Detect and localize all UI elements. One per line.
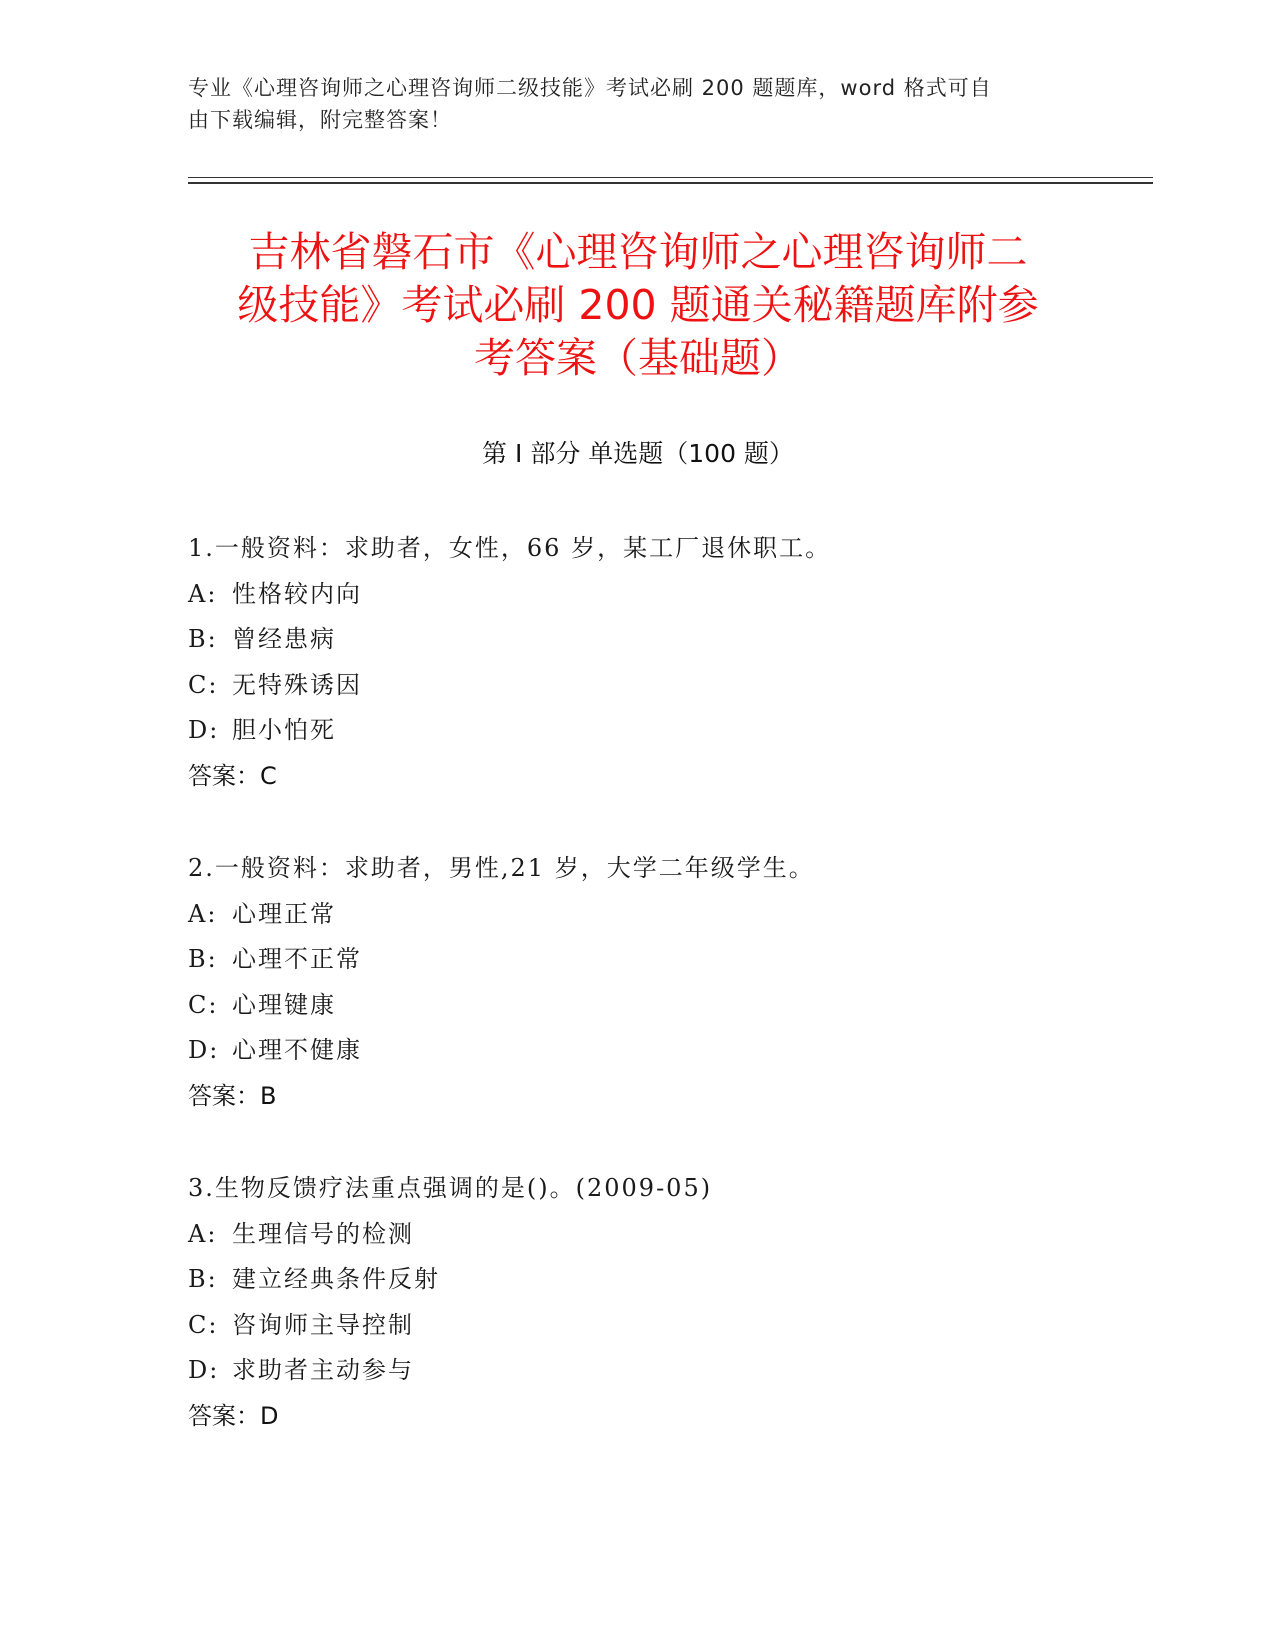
option-c <box>188 1303 1088 1349</box>
question-item <box>188 1166 1088 1486</box>
option-key: A: <box>188 579 218 608</box>
question-stem: 1.一般资料：求助者，女性，66 岁，某工厂退休职工。 <box>188 534 832 562</box>
document-title-line-3: 考答案（基础题） <box>474 334 802 382</box>
option-key: C: <box>188 990 219 1019</box>
option-key: D: <box>188 1036 220 1064</box>
question-item <box>188 846 1088 1166</box>
option-text: 心理正常 <box>232 899 336 928</box>
option-a <box>188 1212 1088 1258</box>
option-text: 心理不正常 <box>232 945 362 973</box>
option-text: 建立经典条件反射 <box>232 1265 440 1293</box>
option-text: 咨询师主导控制 <box>232 1310 414 1339</box>
option-text: 胆小怕死 <box>232 716 336 744</box>
option-key: B: <box>188 945 218 973</box>
option-b <box>188 937 1088 983</box>
option-text: 生理信号的检测 <box>232 1219 414 1248</box>
option-a <box>188 892 1088 938</box>
header-note <box>188 72 1068 136</box>
option-c <box>188 663 1088 709</box>
section-heading: 第 I 部分 单选题（100 题） <box>482 439 794 468</box>
document-title-line-2: 级技能》考试必刷 200 题通关秘籍题库附参 <box>237 281 1039 329</box>
question-item <box>188 526 1088 846</box>
option-b <box>188 1257 1088 1303</box>
option-text: 无特殊诱因 <box>232 670 362 699</box>
option-a <box>188 572 1088 618</box>
option-key: C: <box>188 670 219 699</box>
option-b <box>188 617 1088 663</box>
option-text: 心理键康 <box>232 990 336 1019</box>
header-note-line-1: 专业《心理咨询师之心理咨询师二级技能》考试必刷 200 题题库，word 格式可自 <box>188 76 992 100</box>
document-title <box>188 226 1088 385</box>
question-list <box>188 526 1088 1486</box>
option-text: 性格较内向 <box>232 579 362 608</box>
option-key: B: <box>188 625 218 653</box>
answer-label: 答案：D <box>188 1401 279 1430</box>
option-key: D: <box>188 716 220 744</box>
option-text: 求助者主动参与 <box>232 1356 414 1384</box>
header-note-line-2: 由下载编辑，附完整答案！ <box>188 108 452 132</box>
option-key: A: <box>188 899 218 928</box>
option-key: B: <box>188 1265 218 1293</box>
option-key: C: <box>188 1310 219 1339</box>
answer-label: 答案：C <box>188 761 277 790</box>
header-divider-thin <box>188 177 1153 178</box>
header-divider-thick <box>188 182 1153 184</box>
question-stem: 2.一般资料：求助者，男性,21 岁，大学二年级学生。 <box>188 854 815 882</box>
option-text: 曾经患病 <box>232 625 336 653</box>
option-d <box>188 708 1088 754</box>
option-key: D: <box>188 1356 220 1384</box>
option-d <box>188 1348 1088 1394</box>
answer-label: 答案：B <box>188 1081 277 1110</box>
document-title-line-1: 吉林省磐石市《心理咨询师之心理咨询师二 <box>248 228 1028 276</box>
option-key: A: <box>188 1219 218 1248</box>
option-text: 心理不健康 <box>232 1036 362 1064</box>
question-stem: 3.生物反馈疗法重点强调的是()。(2009-05) <box>188 1174 713 1202</box>
option-c <box>188 983 1088 1029</box>
option-d <box>188 1028 1088 1074</box>
